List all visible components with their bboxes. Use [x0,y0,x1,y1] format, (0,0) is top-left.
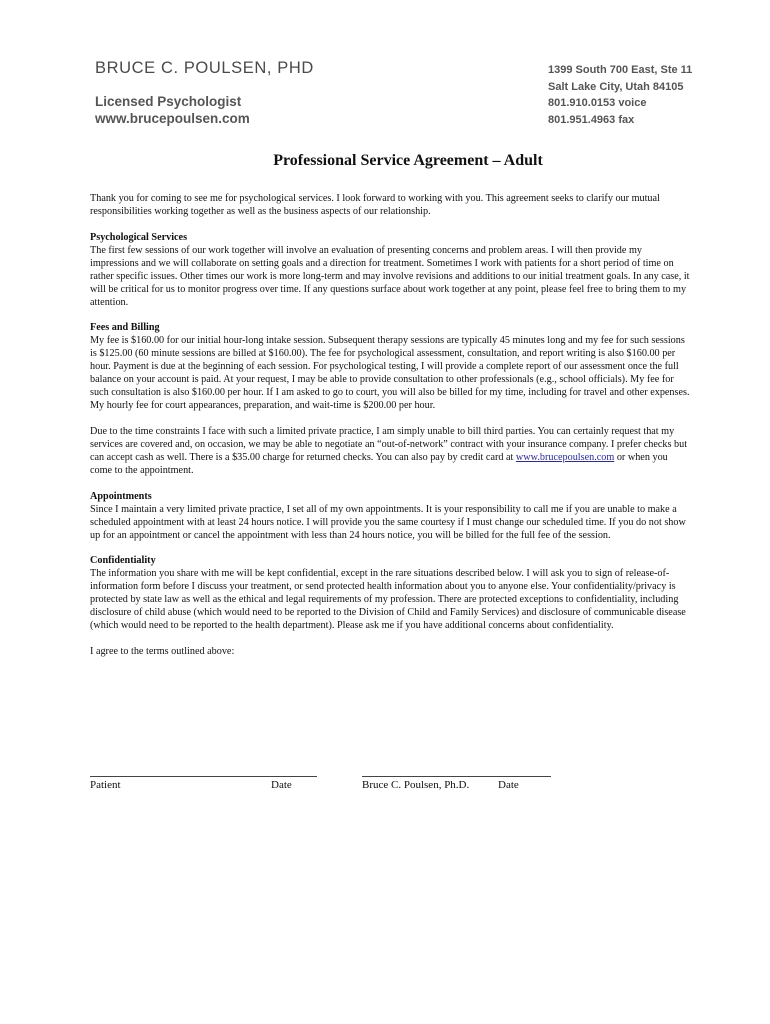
psychological-services-section [90,232,690,310]
address-line-2: Salt Lake City, Utah 84105 [548,80,684,93]
section-heading-fees: Fees and Billing [90,322,160,334]
patient-label: Patient [90,779,121,791]
agreement-statement: I agree to the terms outlined above: [90,645,235,657]
letterhead-name: BRUCE C. POULSEN, PHD [95,59,314,77]
intro-paragraph: Thank you for coming to see me for psychological services. I look forward to working with you. This agreement seeks to clarify our mutual responsibilities working together as well as the business aspects of our relationship. [90,193,660,217]
phone-voice: 801.910.0153 voice [548,97,647,110]
confidentiality-section [90,555,690,633]
fees-section [90,322,690,413]
section-heading-psychological-services: Psychological Services [90,231,188,243]
letterhead-subtitle-block [95,93,250,127]
billing-text: Due to the time constraints I face with such a limited private practice, I am simply unable to bill third parties. You can certainly request that my services are covered and, on occasion, we may be able to negotiate an “out-of-network” contract with your insurance company. I prefer checks but can accept cash as well. There is a $35.00 charge for returned checks. You can also pay by credit card at [90,425,688,463]
letterhead-website: www.brucepoulsen.com [95,111,250,126]
doctor-signature-line[interactable] [362,776,551,777]
fees-text: My fee is $160.00 for our initial hour-long intake session. Subsequent therapy sessions are typically 45 minutes long and my fee for such sessions is $125.00 (60 minute sessions are billed at $160.00). The fee for psychological assessment, consultation, and report writing is also $160.00 per hour. Payment is due at the beginning of each session. For psychological testing, I will provide a complete report of our assessment once the full balance on your account is paid. At your request, I may be able to provide consultation to other professionals (e.g., school officials). My fee for such consultation is also $160.00 per hour. If I am asked to go to court, you will also be billed for my time, including for travel and other expenses. My hourly fee for court appearances, preparation, and wait-time is $200.00 per hour. [90,335,690,412]
appointments-text: Since I maintain a very limited private practice, I set all of my own appointments. It is your responsibility to call me if you are unable to make a scheduled appointment with at least 24 hours notice. I will provide you the same courtesy if I must change our scheduled time. If you do not show up for an appointment or cancel the appointment with less than 24 hours notice, you will be billed for the full fee of the session. [90,503,686,541]
document-body [90,193,690,672]
document-title: Professional Service Agreement – Adult [273,152,543,169]
website-link[interactable]: www.brucepoulsen.com [515,451,615,463]
billing-paragraph [90,426,690,478]
appointments-section [90,491,690,543]
section-heading-appointments: Appointments [90,490,152,502]
psychological-services-text: The first few sessions of our work together will involve an evaluation of presenting concerns and problem areas. I will then provide my impressions and we will collaborate on setting goals and a direction for treatment. Sometimes I work with patients for a short period of time on rather specific issues. Other times our work is more long-term and may involve revisions and additions to our initial treatment goals. In any case, it will be critical for us to monitor progress over time. If any questions surface about work together at any point, please feel free to bring them to my attention. [90,244,690,308]
phone-fax: 801.951.4963 fax [548,113,635,126]
letterhead-title: Licensed Psychologist [95,94,242,109]
patient-signature-line[interactable] [90,776,317,777]
patient-date-label: Date [271,779,292,791]
section-heading-confidentiality: Confidentiality [90,555,156,567]
doctor-date-label: Date [498,779,519,791]
contact-block [548,62,692,128]
confidentiality-text: The information you share with me will be kept confidential, except in the rare situations described below. I will ask you to sign of release-of-information form before I discuss your treatment, or send protected health information about you to anyone else. Your confidentiality/privacy is protected by state law as well as the ethical and legal requirements of my profession. There are protected exceptions to confidentiality, including disclosure of child abuse (which would need to be reported to the Division of Child and Family Services) and disclosure of communicable disease (which would need to be reported to the health department). Please ask me if you have additional concerns about confidentiality. [90,568,686,632]
address-line-1: 1399 South 700 East, Ste 11 [548,64,693,76]
billing-text-end: or when you come to the appointment. [90,451,668,476]
doctor-label: Bruce C. Poulsen, Ph.D. [362,779,470,791]
